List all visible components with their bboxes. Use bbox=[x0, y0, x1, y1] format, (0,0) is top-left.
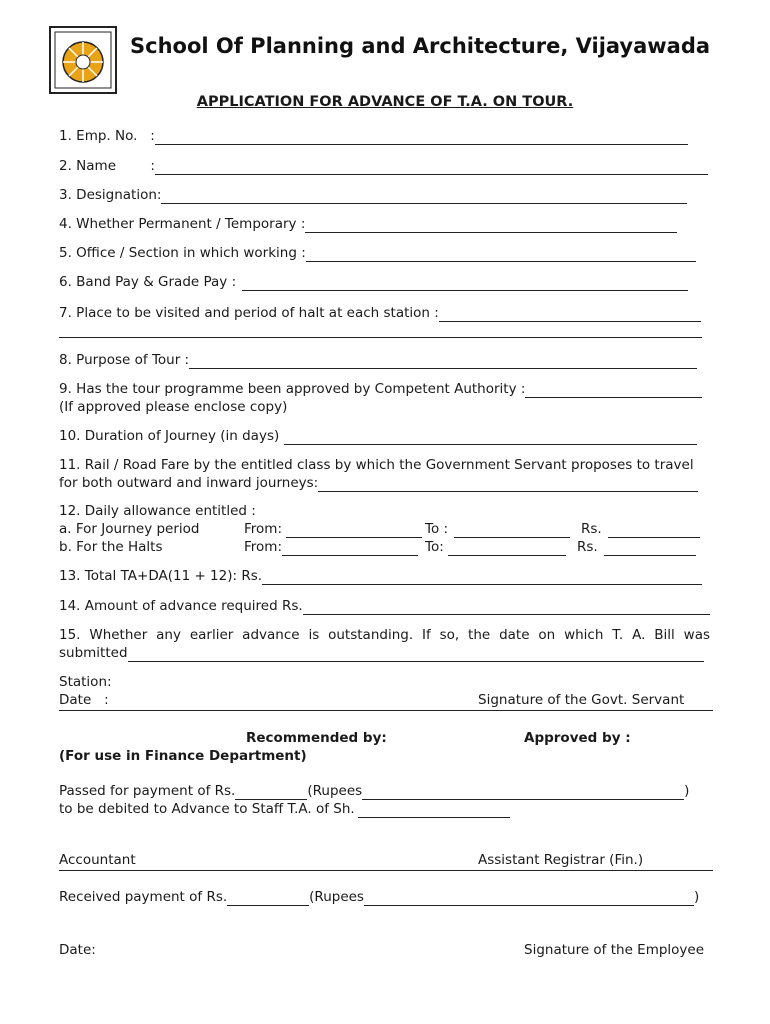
journey-rs-input[interactable] bbox=[608, 523, 700, 538]
received-label: Received payment of Rs. bbox=[59, 889, 228, 905]
fare-label: 11. Rail / Road Fare by the entitled class by which the Government Servant proposes to travel bbox=[59, 457, 694, 473]
da-halts-label: b. For the Halts bbox=[59, 539, 163, 555]
field-duration bbox=[59, 428, 697, 445]
field-label: 6. Band Pay & Grade Pay : bbox=[59, 274, 237, 290]
designation-input[interactable] bbox=[161, 189, 687, 204]
field-earlier-advance bbox=[59, 645, 704, 662]
final-date-label: Date: bbox=[59, 942, 96, 958]
passed-label: Passed for payment of Rs. bbox=[59, 783, 236, 799]
date-label: Date : bbox=[59, 692, 109, 708]
emp-no-input[interactable] bbox=[155, 130, 688, 145]
approval-note: (If approved please enclose copy) bbox=[59, 399, 288, 415]
band-pay-input[interactable] bbox=[242, 276, 688, 291]
approved-by-label: Approved by : bbox=[524, 730, 631, 746]
signature-govt-servant-label: Signature of the Govt. Servant bbox=[478, 692, 685, 708]
field-permanent-temporary bbox=[59, 216, 677, 233]
field-label: 7. Place to be visited and period of halt at each station : bbox=[59, 305, 439, 321]
institution-name: School Of Planning and Architecture, Vijayawada bbox=[130, 34, 711, 58]
to-label: To: bbox=[425, 539, 444, 555]
field-purpose bbox=[59, 352, 697, 369]
tour-approved-input[interactable] bbox=[525, 383, 702, 398]
halts-to-input[interactable] bbox=[448, 541, 566, 556]
field-label: 14. Amount of advance required Rs. bbox=[59, 598, 303, 614]
halts-rs-input[interactable] bbox=[604, 541, 696, 556]
office-section-input[interactable] bbox=[306, 247, 696, 262]
halts-rs bbox=[577, 539, 696, 556]
field-place-visited bbox=[59, 305, 701, 322]
rupees-label: (Rupees bbox=[309, 889, 364, 905]
da-label: 12. Daily allowance entitled : bbox=[59, 503, 256, 519]
form-title: APPLICATION FOR ADVANCE OF T.A. ON TOUR. bbox=[196, 94, 574, 110]
field-label: 2. Name : bbox=[59, 158, 155, 174]
field-fare bbox=[59, 475, 698, 492]
field-designation bbox=[59, 187, 687, 204]
field-label: 4. Whether Permanent / Temporary : bbox=[59, 216, 306, 232]
place-visited-line-2[interactable] bbox=[59, 337, 702, 338]
journey-from bbox=[244, 521, 422, 538]
field-office-section bbox=[59, 245, 696, 262]
field-label: 5. Office / Section in which working : bbox=[59, 245, 306, 261]
earlier-advance-label: 15. Whether any earlier advance is outstanding. If so, the date on which T. A. Bill was bbox=[59, 627, 710, 643]
field-advance-amount bbox=[59, 598, 710, 615]
passed-amount-input[interactable] bbox=[235, 785, 307, 800]
close-paren: ) bbox=[693, 889, 700, 905]
received-payment-row bbox=[59, 889, 699, 906]
rupees-label: (Rupees bbox=[307, 783, 363, 799]
field-label: 1. Emp. No. : bbox=[59, 128, 155, 144]
name-input[interactable] bbox=[155, 160, 708, 175]
field-label: for both outward and inward journeys: bbox=[59, 475, 319, 491]
to-label: To : bbox=[425, 521, 449, 537]
field-label: 3. Designation: bbox=[59, 187, 162, 203]
recommended-by-label: Recommended by: bbox=[246, 730, 387, 746]
asst-registrar-label: Assistant Registrar (Fin.) bbox=[478, 852, 644, 868]
institution-logo bbox=[49, 26, 117, 94]
signature-line-govt[interactable] bbox=[59, 710, 713, 711]
journey-rs bbox=[581, 521, 700, 538]
debited-label: to be debited to Advance to Staff T.A. of Sh. bbox=[59, 801, 355, 817]
rs-label: Rs. bbox=[577, 539, 598, 555]
field-band-pay bbox=[59, 274, 688, 291]
halts-from-input[interactable] bbox=[282, 541, 418, 556]
rs-label: Rs. bbox=[581, 521, 602, 537]
journey-to bbox=[425, 521, 570, 538]
finance-dept-label: (For use in Finance Department) bbox=[59, 748, 307, 764]
field-label: 9. Has the tour programme been approved by Competent Authority : bbox=[59, 381, 526, 397]
halts-to bbox=[425, 539, 566, 556]
fare-input[interactable] bbox=[318, 477, 698, 492]
purpose-input[interactable] bbox=[189, 354, 697, 369]
advance-amount-input[interactable] bbox=[303, 600, 710, 615]
debited-name-input[interactable] bbox=[358, 803, 510, 818]
earlier-advance-input[interactable] bbox=[128, 647, 704, 662]
from-label: From: bbox=[244, 539, 282, 555]
passed-payment-row bbox=[59, 783, 689, 800]
field-name bbox=[59, 158, 708, 175]
accountant-signature-line[interactable] bbox=[59, 870, 713, 871]
da-journey-label: a. For Journey period bbox=[59, 521, 200, 537]
field-label: submitted bbox=[59, 645, 128, 661]
field-label: 13. Total TA+DA(11 + 12): Rs. bbox=[59, 568, 263, 584]
journey-to-input[interactable] bbox=[454, 523, 570, 538]
field-tour-approved bbox=[59, 381, 702, 398]
received-rupees-input[interactable] bbox=[364, 891, 694, 906]
close-paren: ) bbox=[684, 783, 690, 799]
field-total-ta-da bbox=[59, 568, 702, 585]
debited-row bbox=[59, 801, 510, 818]
received-amount-input[interactable] bbox=[227, 891, 309, 906]
from-label: From: bbox=[244, 521, 282, 537]
station-label: Station: bbox=[59, 674, 112, 690]
field-emp-no bbox=[59, 128, 688, 145]
halts-from bbox=[244, 539, 418, 556]
accountant-label: Accountant bbox=[59, 852, 136, 868]
passed-rupees-input[interactable] bbox=[362, 785, 684, 800]
total-ta-da-input[interactable] bbox=[262, 570, 702, 585]
duration-input[interactable] bbox=[284, 430, 697, 445]
journey-from-input[interactable] bbox=[286, 523, 422, 538]
field-label: 10. Duration of Journey (in days) bbox=[59, 428, 280, 444]
field-label: 8. Purpose of Tour : bbox=[59, 352, 190, 368]
permanent-temporary-input[interactable] bbox=[305, 218, 677, 233]
place-visited-input[interactable] bbox=[439, 307, 701, 322]
signature-employee-label: Signature of the Employee bbox=[524, 942, 705, 958]
